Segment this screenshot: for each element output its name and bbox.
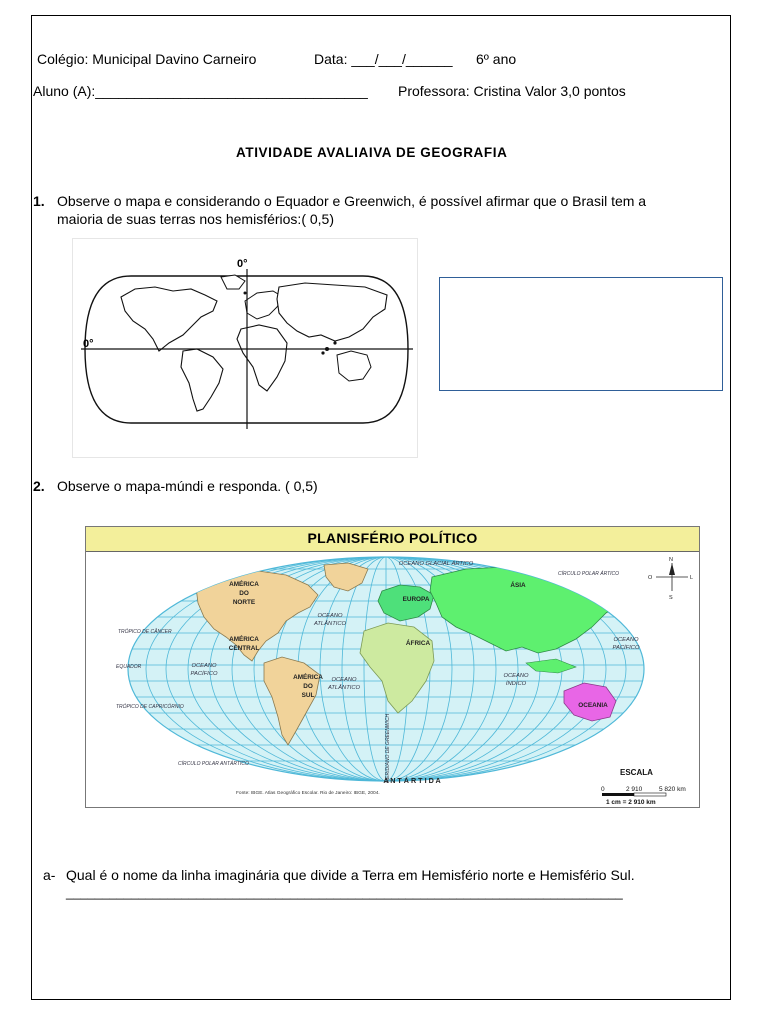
label-atlantico-n-2: ATLÂNTICO bbox=[313, 621, 347, 627]
q1-answer-box[interactable] bbox=[439, 277, 723, 391]
label-pacifico-e-2: PACÍFICO bbox=[612, 645, 640, 651]
scale-tick-2: 5 820 km bbox=[659, 786, 686, 793]
label-atlantico-n-1: OCEANO bbox=[317, 613, 343, 619]
label-greenwich: MERIDIANO DE GREENWICH bbox=[385, 713, 391, 783]
label-pacifico-e-1: OCEANO bbox=[613, 637, 639, 643]
q2-text: Observe o mapa-múndi e responda. ( 0,5) bbox=[57, 478, 318, 494]
label-circulo-artico: CÍRCULO POLAR ÁRTICO bbox=[558, 571, 620, 577]
compass-n: N bbox=[669, 557, 673, 563]
label-asia: ÁSIA bbox=[510, 582, 526, 589]
map2-header bbox=[86, 527, 699, 552]
label-america-central-2: CENTRAL bbox=[228, 645, 260, 652]
compass-l: L bbox=[690, 575, 694, 581]
political-world-map bbox=[85, 526, 700, 808]
date-field: Data: ___/___/______ bbox=[314, 51, 453, 67]
label-antartida: A N T Á R T I D A bbox=[383, 776, 441, 785]
qa-answer-line[interactable]: _____________________________________________________________________________ bbox=[66, 885, 623, 900]
scale-note: 1 cm = 2 910 km bbox=[606, 799, 656, 806]
label-pacifico-w-2: PACÍFICO bbox=[190, 671, 218, 677]
label-indico-1: OCEANO bbox=[503, 673, 529, 679]
label-america-sul-3: SUL bbox=[301, 692, 315, 699]
worksheet-page bbox=[31, 15, 731, 1000]
label-atlantico-s-2: ATLÂNTICO bbox=[327, 685, 361, 691]
map-scale bbox=[601, 768, 686, 806]
teacher-points: Professora: Cristina Valor 3,0 pontos bbox=[398, 83, 626, 99]
map1-top-label: 0° bbox=[237, 258, 248, 270]
label-indico-2: ÍNDICO bbox=[505, 681, 527, 687]
label-tropico-capricornio: TRÓPICO DE CAPRICÓRNIO bbox=[116, 704, 184, 710]
compass-o: O bbox=[648, 575, 653, 581]
label-europa: EUROPA bbox=[402, 596, 430, 603]
q1-text-line1: Observe o mapa e considerando o Equador e Greenwich, é possível afirmar que o Brasil tem a bbox=[57, 193, 647, 209]
label-oceania: OCEANIA bbox=[578, 702, 608, 709]
label-pacifico-w-1: OCEANO bbox=[191, 663, 217, 669]
island-dot bbox=[321, 351, 324, 354]
label-equador: EQUADOR bbox=[116, 664, 142, 670]
label-oceano-glacial: OCEANO GLACIAL ÁRTICO bbox=[398, 561, 474, 567]
scale-tick-0: 0 bbox=[601, 786, 605, 793]
label-circulo-antartico: CÍRCULO POLAR ANTÁRTICO bbox=[178, 761, 249, 767]
compass-s: S bbox=[669, 595, 673, 601]
student-name-field: Aluno (A):___________________________________ bbox=[33, 83, 368, 99]
qa-prefix: a- bbox=[43, 867, 56, 883]
label-america-central-1: AMÉRICA bbox=[229, 636, 259, 643]
worksheet-title: ATIVIDADE AVALIAIVA DE GEOGRAFIA bbox=[236, 145, 508, 160]
world-outline-map bbox=[72, 238, 418, 458]
school-name: Colégio: Municipal Davino Carneiro bbox=[37, 51, 257, 67]
scale-title: ESCALA bbox=[620, 768, 653, 777]
label-america-norte-3: NORTE bbox=[232, 599, 256, 606]
label-america-sul-2: DO bbox=[303, 683, 313, 690]
island-dot bbox=[333, 341, 336, 344]
compass-rose-icon bbox=[648, 557, 693, 601]
q2-number: 2. bbox=[33, 478, 45, 494]
map2-title: PLANISFÉRIO POLÍTICO bbox=[307, 530, 478, 546]
label-america-norte-1: AMÉRICA bbox=[229, 581, 259, 588]
label-africa: ÁFRICA bbox=[405, 640, 431, 647]
map1-left-label: 0° bbox=[83, 338, 94, 350]
map-source: Fonte: IBGE. Atlas Geográfico Escolar. Rio de Janeiro: IBGE, 2004. bbox=[236, 791, 380, 796]
scale-tick-1: 2 910 bbox=[626, 786, 643, 793]
qa-text: Qual é o nome da linha imaginária que divide a Terra em Hemisfério norte e Hemisfério Sul. bbox=[66, 867, 635, 883]
new-zealand-shape bbox=[626, 721, 638, 735]
label-america-norte-2: DO bbox=[239, 590, 249, 597]
grade-label: 6º ano bbox=[476, 51, 517, 67]
q1-text-line2: maioria de suas terras nos hemisférios:( 0,5) bbox=[57, 211, 334, 227]
label-america-sul-1: AMÉRICA bbox=[293, 674, 323, 681]
q1-number: 1. bbox=[33, 193, 45, 209]
island-dot bbox=[244, 292, 247, 295]
label-atlantico-s-1: OCEANO bbox=[331, 677, 357, 683]
label-tropico-cancer: TRÓPICO DE CÂNCER bbox=[118, 629, 172, 635]
